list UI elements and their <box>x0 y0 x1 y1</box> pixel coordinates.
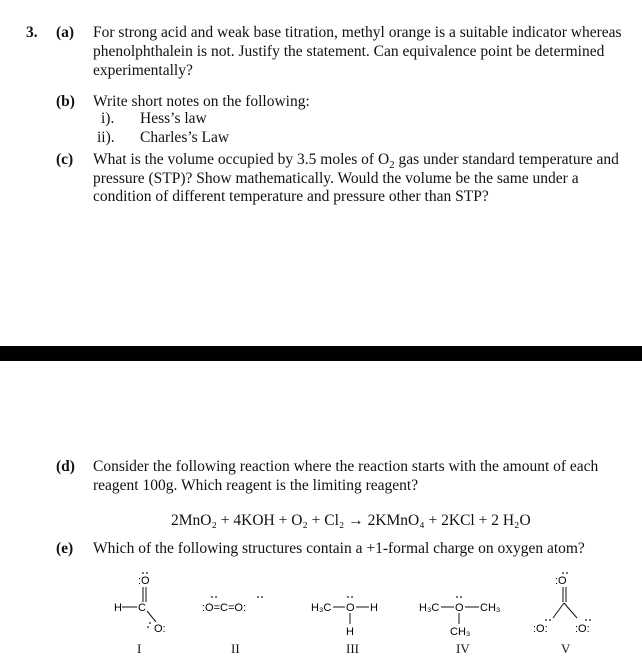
structure-label-5: V <box>561 641 571 656</box>
s4-left: H₃C <box>419 602 440 614</box>
part-a-label: (a) <box>56 24 75 41</box>
part-c-label: (c) <box>56 151 74 168</box>
part-e-label: (e) <box>56 540 74 557</box>
part-e-question: Which of the following structures contain a +1-formal charge on oxygen atom? <box>93 540 585 557</box>
structure-1 <box>112 566 182 639</box>
part-b-item-2-text: Charles’s Law <box>140 129 230 146</box>
s1-o-top: :O <box>138 575 150 587</box>
s3-o: O <box>346 602 355 614</box>
part-d-label: (d) <box>56 458 75 475</box>
part-b-item-1-num: i). <box>101 110 115 127</box>
s5-o-right: :O: <box>575 623 590 635</box>
structure-label-3: III <box>346 641 359 656</box>
part-c-line-1: What is the volume occupied by 3.5 moles of $O_2$ gas under standard temperature and <box>93 151 619 172</box>
s1-o-low: O: <box>154 623 166 635</box>
s3-left: H₃C <box>311 602 332 614</box>
s4-right: CH₃ <box>480 602 501 614</box>
part-d-line-1: Consider the following reaction where the reaction starts with the amount of each <box>93 458 599 475</box>
part-c-line-2: pressure (STP)? Show mathematically. Would the volume be the same under a <box>93 170 579 187</box>
s1-h: H <box>114 602 122 614</box>
structure-label-2: II <box>231 641 240 656</box>
part-b-label: (b) <box>56 93 75 110</box>
s5-o-top: :O <box>555 575 567 587</box>
structure-5 <box>527 566 607 644</box>
reaction-equation: 2MnO₂ + 4KOH + O₂ + Cl₂ → 2KMnO₄ + 2KCl + 2 H₂O <box>171 512 531 529</box>
structure-2 <box>200 566 275 629</box>
structure-label-4: IV <box>456 641 470 656</box>
part-a-line-3: experimentally? <box>93 62 193 79</box>
part-c-line-3: condition of different temperature and pressure other than STP? <box>93 188 489 205</box>
s4-o: O <box>455 602 464 614</box>
structure-3 <box>311 566 401 644</box>
part-a-line-1: For strong acid and weak base titration, methyl orange is a suitable indicator whereas <box>93 24 622 41</box>
s4-bottom: CH₃ <box>450 626 471 638</box>
structure-label-1: I <box>137 641 142 656</box>
s2-formula: :O=C=O: <box>202 602 247 614</box>
part-a-line-2: phenolphthalein is not. Justify the statement. Can equivalence point be determined <box>93 43 605 60</box>
part-b-item-1-text: Hess’s law <box>140 110 207 127</box>
s3-bottom: H <box>346 626 354 638</box>
structure-4 <box>419 566 514 644</box>
part-d-line-2: reagent 100g. Which reagent is the limiting reagent? <box>93 477 419 494</box>
s1-c: C <box>138 602 146 614</box>
s3-right: H <box>370 602 378 614</box>
s5-o-left: :O: <box>533 623 548 635</box>
part-b-intro: Write short notes on the following: <box>93 93 310 110</box>
question-number: 3. <box>26 24 38 41</box>
part-b-item-2-num: ii). <box>97 129 115 146</box>
page-separator-bar <box>0 346 642 361</box>
